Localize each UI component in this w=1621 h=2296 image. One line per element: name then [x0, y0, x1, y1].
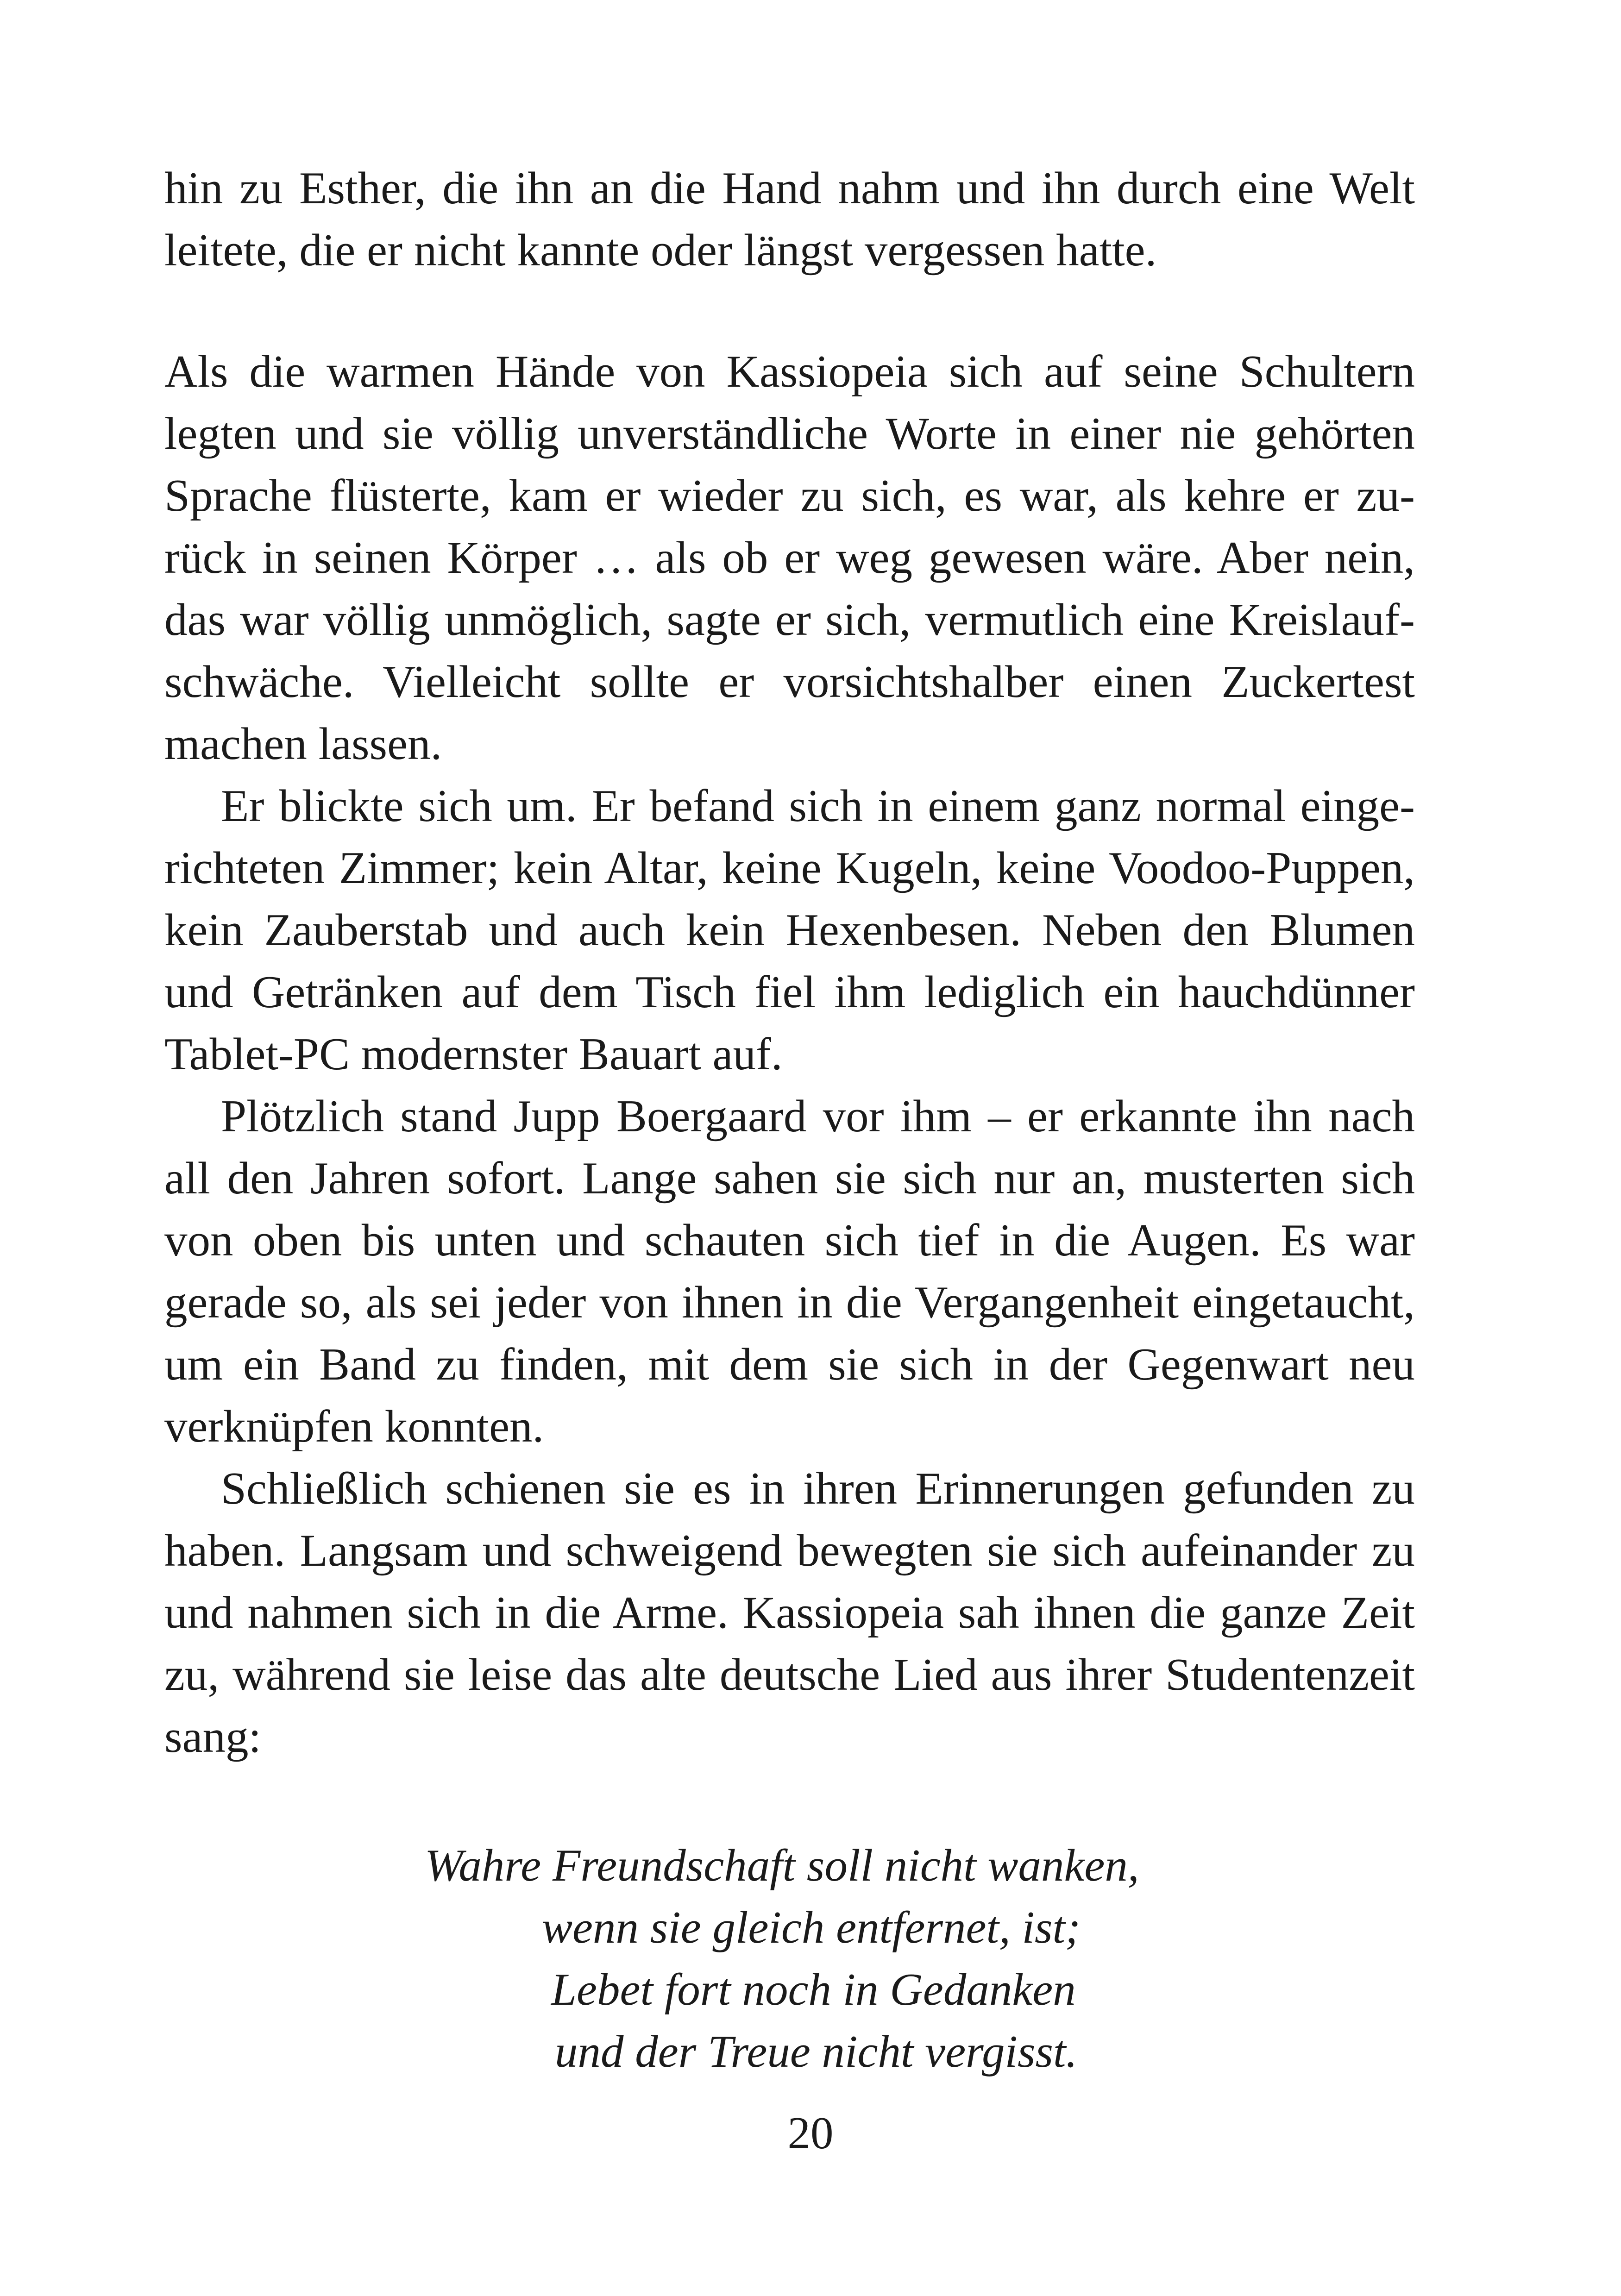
paragraph: [164, 775, 1415, 1085]
text-line: hin zu Esther, die ihn an die Hand nahm und ihn durch eine Welt: [164, 163, 1415, 213]
paragraph: [164, 341, 1415, 775]
paragraph-gap: [164, 282, 1415, 341]
page-number: 20: [787, 2108, 834, 2158]
text-line: Sprache flüsterte, kam er wieder zu sich, es war, als kehre er zu-: [164, 470, 1415, 521]
text-line: richteten Zimmer; kein Altar, keine Kugeln, keine Voodoo-Puppen,: [164, 843, 1415, 893]
text-line: leitete, die er nicht kannte oder längst vergessen hatte.: [164, 225, 1157, 276]
verse-line: wenn sie gleich entfernet, ist;: [542, 1902, 1081, 1953]
verse-line: Lebet fort noch in Gedanken: [551, 1964, 1076, 2015]
text-line: zu, während sie leise das alte deutsche Lied aus ihrer Studentenzeit: [164, 1650, 1415, 1700]
paragraph: [164, 1085, 1415, 1458]
text-line: machen lassen.: [164, 719, 442, 769]
text-line: kein Zauberstab und auch kein Hexenbesen. Neben den Blumen: [164, 905, 1415, 955]
text-line: Er blickte sich um. Er befand sich in einem ganz normal einge-: [221, 781, 1415, 831]
text-line: das war völlig unmöglich, sagte er sich, vermutlich eine Kreislauf-: [164, 595, 1415, 645]
text-line: gerade so, als sei jeder von ihnen in die Vergangenheit eingetaucht,: [164, 1277, 1415, 1328]
text-line: verknüpfen konnten.: [164, 1401, 544, 1452]
text-line: Plötzlich stand Jupp Boergaard vor ihm – er erkannte ihn nach: [221, 1091, 1415, 1142]
text-line: sang:: [164, 1712, 261, 1762]
text-line: schwäche. Vielleicht sollte er vorsichtshalber einen Zuckertest: [164, 657, 1415, 707]
text-line: rück in seinen Körper … als ob er weg gewesen wäre. Aber nein,: [164, 533, 1415, 583]
text-line: um ein Band zu finden, mit dem sie sich in der Gegenwart neu: [164, 1339, 1415, 1390]
verse-line: und der Treue nicht vergisst.: [555, 2026, 1078, 2077]
text-line: Als die warmen Hände von Kassiopeia sich auf seine Schultern: [164, 346, 1415, 397]
body-text: [164, 157, 1415, 1768]
paragraph: [164, 157, 1415, 282]
verse-line: Wahre Freundschaft soll nicht wanken,: [425, 1840, 1139, 1891]
text-line: und nahmen sich in die Arme. Kassiopeia sah ihnen die ganze Zeit: [164, 1587, 1415, 1638]
text-line: von oben bis unten und schauten sich tief in die Augen. Es war: [164, 1215, 1415, 1266]
text-line: haben. Langsam und schweigend bewegten sie sich aufeinander zu: [164, 1525, 1415, 1576]
text-line: Schließlich schienen sie es in ihren Erinnerungen gefunden zu: [221, 1463, 1415, 1514]
text-line: legten und sie völlig unverständliche Worte in einer nie gehörten: [164, 408, 1415, 459]
text-line: und Getränken auf dem Tisch fiel ihm lediglich ein hauchdünner: [164, 967, 1415, 1017]
text-line: Tablet-PC modernster Bauart auf.: [164, 1029, 783, 1079]
paragraph: [164, 1458, 1415, 1768]
text-line: all den Jahren sofort. Lange sahen sie sich nur an, musterten sich: [164, 1153, 1415, 1204]
